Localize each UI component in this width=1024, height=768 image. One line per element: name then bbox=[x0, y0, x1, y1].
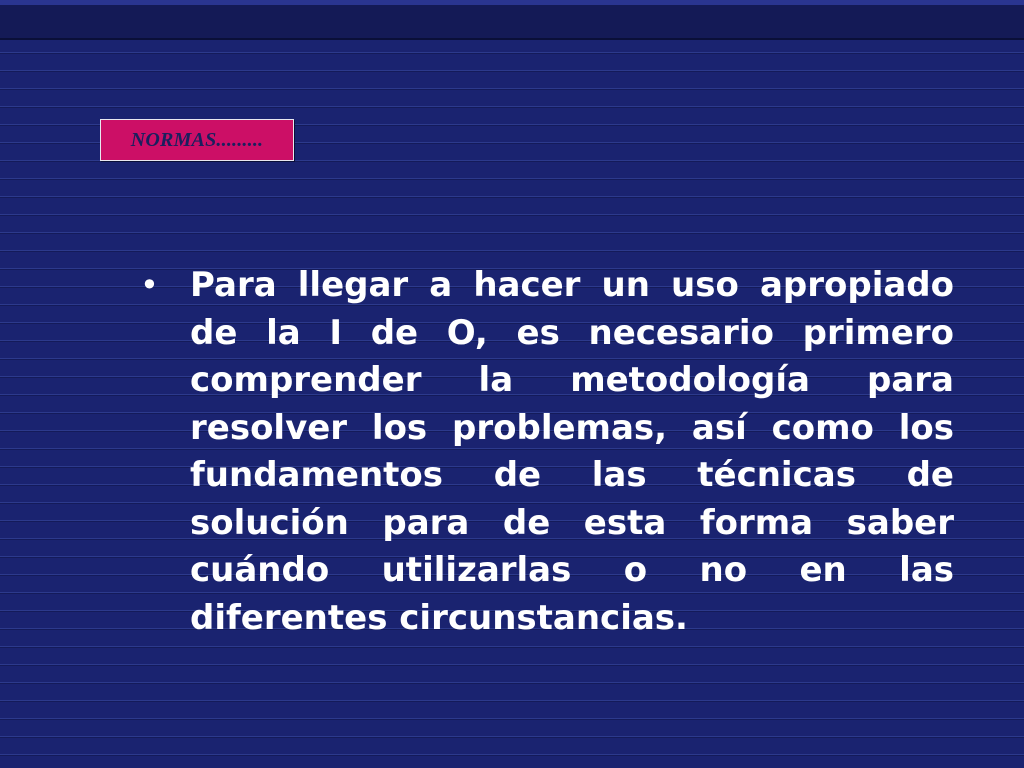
section-tag-label: NORMAS......... bbox=[130, 128, 264, 151]
top-banner-accent bbox=[0, 0, 1024, 5]
section-tag bbox=[100, 119, 294, 161]
bullet-item bbox=[140, 262, 954, 642]
bullet-paragraph: Para llegar a hacer un uso apropiado de la I de O, es necesario primero comprender la metodología para resolver los problemas, así como los fundamentos de las técnicas de solución para de esta forma saber cuándo utilizarlas o no en las diferentes circunstancias. bbox=[190, 265, 954, 638]
bullet-marker: • bbox=[140, 266, 159, 304]
top-banner bbox=[0, 0, 1024, 40]
